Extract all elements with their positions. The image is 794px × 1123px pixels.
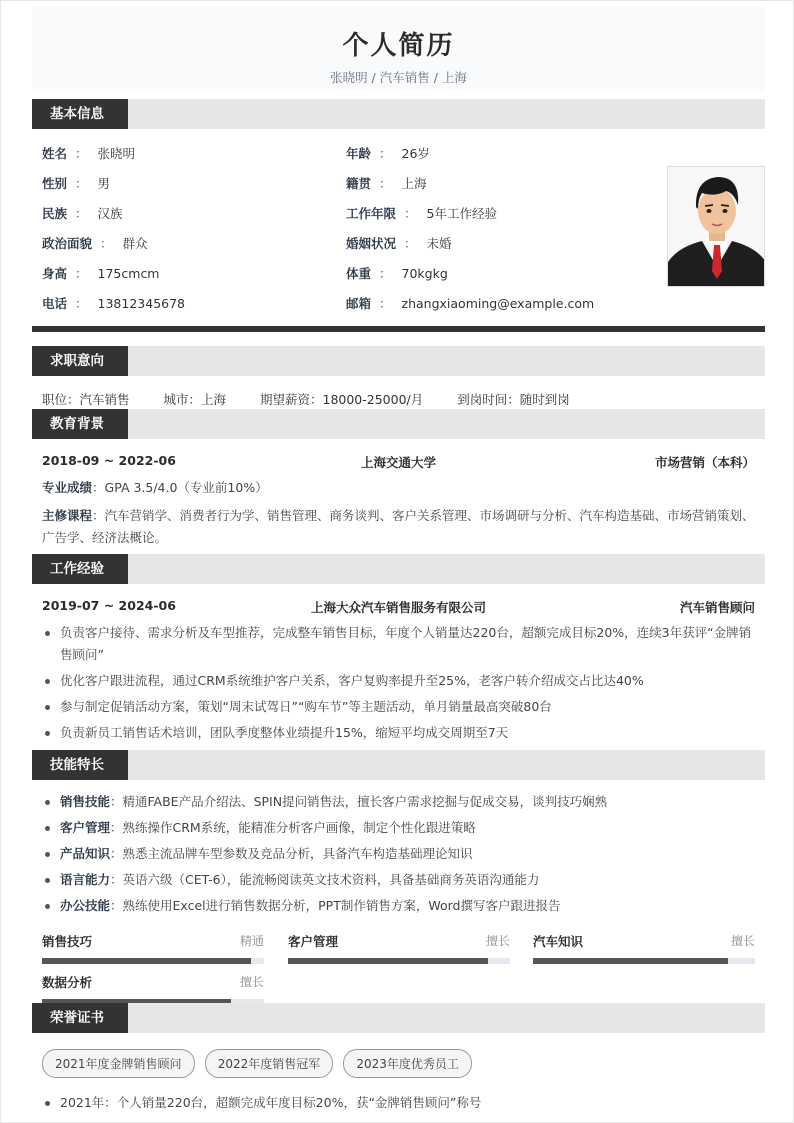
- section-education: [32, 409, 765, 439]
- list-item: 优化客户跟进流程，通过CRM系统维护客户关系，客户复购率提升至25%，老客户转介绍成交占比达40%: [42, 670, 760, 692]
- info-hometown: 籍贯 ： 上海: [346, 176, 427, 191]
- portrait-icon: [668, 167, 765, 287]
- honor-chip: 2023年度优秀员工: [343, 1049, 472, 1078]
- section-title: 荣誉证书: [32, 1003, 128, 1033]
- list-item: 销售技能：精通FABE产品介绍法、SPIN提问销售法，擅长客户需求挖掘与促成交易，谈判技巧娴熟: [42, 791, 760, 813]
- info-gender: 性别 ： 男: [42, 176, 111, 191]
- progress-track: [288, 958, 510, 964]
- info-email: 邮箱 ： zhangxiaoming@example.com: [346, 296, 595, 311]
- skill-bar-data: 数据分析 擅长: [42, 973, 264, 1005]
- honor-chips: [42, 1049, 478, 1078]
- education-major: 市场营销（本科）: [654, 455, 755, 470]
- list-item: 参与制定促销活动方案，策划“周末试驾日”“购车节”等主题活动，单月销量最高突破80台: [42, 696, 760, 718]
- section-skills: [32, 750, 765, 780]
- section-title: 基本信息: [32, 99, 128, 129]
- section-divider: [32, 326, 765, 332]
- progress-track: [42, 958, 264, 964]
- work-company: 上海大众汽车销售服务有限公司: [310, 600, 486, 615]
- work-duties-list: [42, 622, 760, 748]
- info-political: 政治面貌 ： 群众: [42, 236, 148, 251]
- info-marital: 婚姻状况 ： 未婚: [346, 236, 452, 251]
- honors-list: [42, 1092, 760, 1118]
- list-item: 2021年：个人销量220台，超额完成年度目标20%，获“金牌销售顾问”称号: [42, 1092, 760, 1114]
- skill-bar-car-knowledge: 汽车知识 擅长: [533, 932, 755, 964]
- list-item: 负责新员工销售话术培训，团队季度整体业绩提升15%，缩短平均成交周期至7天: [42, 722, 760, 744]
- info-height: 身高 ： 175cmcm: [42, 266, 160, 281]
- section-honors: [32, 1003, 765, 1033]
- education-period: 2018-09 ~ 2022-06: [42, 453, 176, 468]
- skills-list: [42, 791, 760, 921]
- resume-header: [32, 7, 765, 91]
- page-subtitle: 张晓明 / 汽车销售 / 上海: [330, 70, 467, 85]
- avatar-photo: [667, 166, 765, 287]
- progress-fill: [533, 958, 728, 964]
- skill-bar-sales: 销售技巧 精通: [42, 932, 264, 964]
- list-item: 办公技能：熟练使用Excel进行销售数据分析，PPT制作销售方案，Word撰写客户跟进报告: [42, 895, 760, 917]
- intent-city: 城市：上海: [163, 392, 227, 407]
- section-title: 求职意向: [32, 346, 128, 376]
- info-age: 年龄 ： 26岁: [346, 146, 430, 161]
- progress-fill: [42, 958, 251, 964]
- education-gpa: 专业成绩：GPA 3.5/4.0（专业前10%）: [42, 480, 268, 495]
- intent-salary: 期望薪资：18000-25000/月: [260, 392, 424, 407]
- page-title: 个人简历: [342, 31, 455, 61]
- section-title: 教育背景: [32, 409, 128, 439]
- list-item: 负责客户接待、需求分析及车型推荐，完成整车销售目标，年度个人销量达220台，超额完成目标20%，连续3年获评“金牌销售顾问”: [42, 622, 760, 666]
- info-phone: 电话 ： 13812345678: [42, 296, 186, 311]
- list-item: 语言能力：英语六级（CET-6），能流畅阅读英文技术资料，具备基础商务英语沟通能力: [42, 869, 760, 891]
- list-item: 产品知识：熟悉主流品牌车型参数及竞品分析，具备汽车构造基础理论知识: [42, 843, 760, 865]
- skill-bar-customer: 客户管理 擅长: [288, 932, 510, 964]
- education-school: 上海交通大学: [360, 455, 436, 470]
- work-title: 汽车销售顾问: [679, 600, 755, 615]
- honor-chip: 2021年度金牌销售顾问: [42, 1049, 195, 1078]
- info-experience-years: 工作年限 ： 5年工作经验: [346, 206, 497, 221]
- progress-track: [533, 958, 755, 964]
- intent-arrival: 到岗时间：随时到岗: [457, 392, 570, 407]
- info-weight: 体重 ： 70kgkg: [346, 266, 448, 281]
- section-title: 工作经验: [32, 554, 128, 584]
- job-intent-row: [42, 390, 600, 408]
- list-item: 客户管理：熟练操作CRM系统，能精准分析客户画像，制定个性化跟进策略: [42, 817, 760, 839]
- progress-fill: [288, 958, 488, 964]
- section-work-experience: [32, 554, 765, 584]
- work-period: 2019-07 ~ 2024-06: [42, 598, 176, 613]
- section-basic-info: [32, 99, 765, 129]
- section-title: 技能特长: [32, 750, 128, 780]
- honor-chip: 2022年度销售冠军: [205, 1049, 334, 1078]
- info-name: 姓名 ： 张晓明: [42, 146, 136, 161]
- section-job-intent: [32, 346, 765, 376]
- intent-position: 职位：汽车销售: [42, 392, 130, 407]
- info-ethnicity: 民族 ： 汉族: [42, 206, 123, 221]
- education-courses: 主修课程：汽车营销学、消费者行为学、销售管理、商务谈判、客户关系管理、市场调研与分析、汽车构造基础、市场营销策划、广告学、经济法概论。: [42, 508, 755, 545]
